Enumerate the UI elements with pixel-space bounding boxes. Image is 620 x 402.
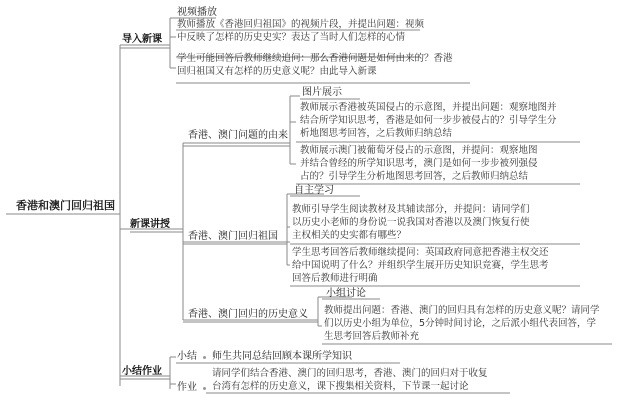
return-text-1: 教师引导学生阅读教材及其辅读部分，并提问：请同学们 以历史小老师的身份说一说我国对香港以及澳门恢复行使 主权相关的史实都有哪些？	[292, 204, 530, 241]
summary-title: 小结作业	[122, 366, 162, 377]
homework-bullet	[203, 387, 206, 390]
intro-video-text: 教师播放《香港回归祖国》的视频片段，并提出问题：视频 中反映了怎样的历史史实？表达了当时人们怎样的心情	[177, 19, 425, 43]
return-title: 香港、澳门回归祖国	[188, 231, 278, 242]
intro-followup-text: 学生可能回答后教师继续追问：那么香港问题是如何由来的？香港 回归祖国又有怎样的历史意义呢？由此导入新课	[177, 53, 453, 77]
origin-text-1: 教师展示香港被英国侵占的示意图，并提出问题：观察地图并 结合所学知识思考，香港是如何一步步被侵占的？引导学生分 析地图思考回答，之后教师归纳总结	[300, 102, 557, 139]
intro-title: 导入新课	[122, 34, 162, 45]
summary-label: 小结	[177, 351, 197, 362]
return-text-2: 学生思考回答后教师继续提问：英国政府同意把香港主权交还 给中国说明了什么？并组织学生展开历史知识竞赛，学生思考 回答后教师进行明确	[292, 247, 549, 284]
summary-text: 师生共同总结回顾本课所学知识	[212, 351, 352, 362]
root-node: 香港和澳门回归祖国	[16, 199, 115, 212]
lecture-title: 新课讲授	[130, 219, 170, 230]
significance-title: 香港、澳门回归的历史意义	[188, 309, 308, 320]
summary-bullet	[203, 356, 206, 359]
significance-label: 小组讨论	[326, 288, 366, 299]
return-label: 自主学习	[294, 185, 334, 196]
homework-text: 请同学们结合香港、澳门的回归思考，香港、澳门的回归对于收复 台湾有怎样的历史意义，课下搜集相关资料，下节课一起讨论	[212, 368, 488, 392]
origin-label: 图片展示	[302, 87, 342, 98]
intro-video-label: 视频播放	[177, 7, 217, 18]
homework-label: 作业	[177, 382, 197, 393]
origin-text-2: 教师展示澳门被葡萄牙侵占的示意图，并提问：观察地图 并结合曾经的所学知识思考，澳门是如何一步步被列强侵 占的？引导学生分析地图思考回答，之后教师归纳总结	[300, 145, 538, 182]
origin-title: 香港、澳门问题的由来	[188, 130, 288, 141]
significance-text: 教师提出问题：香港、澳门的回归具有怎样的历史意义呢？请同学 们以历史小组为单位，5分钟时间讨论，之后派小组代表回答，学 生思考回答后教师补充	[324, 305, 600, 342]
